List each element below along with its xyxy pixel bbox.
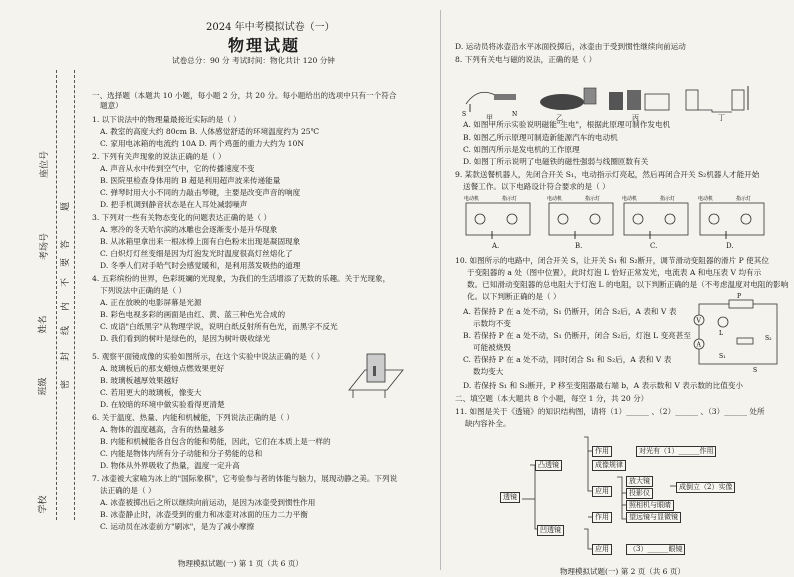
question-text-line: D. 如图丁所示说明了电磁铁的磁性强弱与线圈匝数有关 bbox=[463, 157, 649, 166]
question-text-line: C. 若用更大的玻璃板，像变大 bbox=[100, 388, 202, 397]
mirror-experiment-figure bbox=[345, 352, 405, 402]
q10-circuit-figure bbox=[693, 293, 783, 374]
question-text-line: 9. 某款送餐机器人，先闭合开关 S₁，电动指示灯亮起，然后再闭合开关 S₂机器人才能开始 bbox=[455, 170, 760, 179]
question-text-line: C. 成语"白纸黑字"从物理学说，说明白纸反射所有色光，而黑字不反光 bbox=[100, 322, 338, 331]
circuit-diagram bbox=[545, 195, 617, 240]
em-label-bing: 丙 bbox=[632, 114, 639, 122]
binding-sidebar bbox=[0, 0, 85, 577]
seal-char: 内 bbox=[61, 301, 72, 312]
question-text-line: 6. 关于温度、热量、内能和机械能，下列说法正确的是（ ） bbox=[92, 413, 294, 422]
question-text-line: A. 若保持 P 在 a 处不动，S₁ 仍断开，闭合 S₂后，A 表和 V 表 bbox=[463, 307, 677, 316]
circuit-diagram bbox=[696, 195, 768, 240]
left-footer: 物理模拟试题(一) 第 1 页（共 6 页） bbox=[178, 559, 303, 568]
map-convex-apps: 应用 bbox=[592, 486, 612, 497]
em-label-ding: 丁 bbox=[718, 114, 725, 122]
map-app-magnifier: 放大镜 bbox=[626, 476, 653, 487]
question-text-line: A. 正在放映的电影屏幕是光源 bbox=[100, 298, 202, 307]
question-text-line: 于变阻器的 a 处（图中位置），此时灯泡 L 恰好正常发光，电流表 A 和电压表 V 均有示 bbox=[467, 268, 762, 277]
question-text-line: 法正确的是（ ） bbox=[100, 486, 156, 495]
circuit-option-label: B. bbox=[575, 242, 583, 250]
svg-text:P: P bbox=[737, 293, 742, 300]
map-app-note: 成倒立（2）实像 bbox=[676, 482, 735, 493]
question-text-line: C. 白炽灯灯丝变细是因为灯泡发光时温度很高灯丝熔化了 bbox=[100, 249, 293, 258]
question-text-line: 下列说法中正确的是（ ） bbox=[100, 286, 186, 295]
question-text-line: D. 物体从外界吸收了热量，温度一定升高 bbox=[100, 461, 240, 470]
seal-char: 封 bbox=[61, 351, 72, 362]
class-label: 班级 bbox=[38, 377, 49, 396]
name-label: 姓名 bbox=[38, 315, 49, 334]
question-text-line: C. 运动员在冰壶前方"刷冰"，是为了减小摩擦 bbox=[100, 522, 255, 531]
question-text-line: 2. 下列有关声现象的说法正确的是（ ） bbox=[92, 152, 226, 161]
question-text-line: 10. 如图所示的电路中，闭合开关 S，让开关 S₁ 和 S₂断开，调节滑动变阻器的滑片 P 使其位 bbox=[455, 256, 769, 265]
circuit-option-label: A. bbox=[492, 242, 500, 250]
circuit-motor-label: 电动机 bbox=[464, 196, 480, 202]
question-text-line: 7. 冰壶被大家喻为冰上的"国际象棋"，它考验参与者的体能与脑力，展现动静之美。下列说 bbox=[92, 474, 398, 483]
circuit-motor-label: 电动机 bbox=[547, 196, 563, 202]
question-text-line: B. 若保持 P 在 a 处不动，S₁ 仍断开，闭合 S₂后，灯泡 L 变亮甚至 bbox=[463, 331, 691, 340]
seal-char: 线 bbox=[61, 325, 72, 336]
seal-char: 密 bbox=[61, 379, 72, 390]
seal-char: 要 bbox=[61, 257, 72, 268]
question-text-line: A. 声音从水中传到空气中，它的传播速度不变 bbox=[100, 164, 255, 173]
question-text-line: 1. 以下说法中的物理量最接近实际的是（ ） bbox=[92, 115, 241, 124]
question-text-line: D. 冬季人们对手哈气时会感觉暖和，是利用蒸发吸热的道理 bbox=[100, 261, 301, 270]
svg-text:S₂: S₂ bbox=[765, 335, 772, 342]
question-text-line: C. 若保持 P 在 a 处不动，同时闭合 S₁ 和 S₂后，A 表和 V 表 bbox=[463, 355, 672, 364]
circuit-lamp-label: 指示灯 bbox=[502, 196, 518, 202]
question-text-line: A. 物体的温度越高，含有的热量越多 bbox=[100, 425, 225, 434]
question-text-line: 二、填空题（本大题共 8 个小题，每空 1 分，共 20 分） bbox=[455, 394, 649, 403]
circuit-motor-label: 电动机 bbox=[622, 196, 638, 202]
map-convex-imaging: 成像规律 bbox=[592, 460, 626, 471]
question-text-line: 可能被烧毁 bbox=[473, 343, 511, 352]
question-text-line: B. 玻璃板越厚效果越好 bbox=[100, 376, 179, 385]
question-text-line: A. 冰壶被掷出后之所以继续向前运动，是因为冰壶受到惯性作用 bbox=[100, 498, 316, 507]
map-concave-action-label: 作用 bbox=[592, 512, 612, 523]
svg-text:S₁: S₁ bbox=[719, 353, 726, 360]
question-text-line: D. 在较暗的环境中做实验看得更清楚 bbox=[100, 400, 225, 409]
question-text-line: B. 内能和机械能各自包含的能和势能，因此，它们在本质上是一样的 bbox=[100, 437, 331, 446]
map-concave: 凹透镜 bbox=[537, 525, 564, 536]
svg-text:S: S bbox=[753, 367, 758, 374]
question-text-line: B. 彩色电视多彩的画面是由红、黄、蓝三种色光合成的 bbox=[100, 310, 286, 319]
question-text-line: B. 医院里检查身体用的 B 超是利用超声波来传递能量 bbox=[100, 176, 281, 185]
right-footer: 物理模拟试题(一) 第 2 页（共 6 页） bbox=[560, 567, 685, 576]
em-figure-yi bbox=[532, 82, 602, 117]
circuit-lamp-label: 指示灯 bbox=[736, 196, 752, 202]
svg-text:V: V bbox=[696, 317, 701, 325]
question-text-line: 一、选择题（本题共 10 小题，每小题 2 分，共 20 分。每小题给出的选项中只有一个符合 bbox=[92, 91, 397, 100]
seal-line bbox=[56, 70, 57, 520]
exam-no-label: 考场号 bbox=[40, 232, 51, 261]
question-text-line: D. 运动员将冰壶沿水平冰面投掷后，冰壶由于受到惯性继续向前运动 bbox=[455, 42, 686, 51]
em-figure-ding bbox=[682, 82, 762, 117]
question-text-line: 4. 五彩缤纷的世界，色彩斑斓的光现象，为我们的生活增添了无数的乐趣。关于光现象， bbox=[92, 274, 391, 283]
seat-no-label: 座位号 bbox=[40, 150, 51, 179]
svg-text:N: N bbox=[512, 111, 518, 118]
question-text-line: D. 把手机调到静音状态是在人耳处减弱噪声 bbox=[100, 200, 248, 209]
question-text-line: C. 家用电冰箱的电流约 10A D. 两个鸡蛋的重力大约为 10N bbox=[100, 139, 304, 148]
question-text-line: 5. 观察平面镜成像的实验如图所示，在这个实验中说法正确的是（ ） bbox=[92, 352, 325, 361]
seal-char: 不 bbox=[61, 277, 72, 288]
map-concave-apps: 应用 bbox=[592, 544, 612, 555]
em-figure-bing bbox=[605, 82, 675, 117]
question-text-line: B. 冰壶静止时，冰壶受到的重力和冰壶对冰面的压力二力平衡 bbox=[100, 510, 308, 519]
score-info: 试卷总分：90 分 考试时间：物化共计 120 分钟 bbox=[172, 56, 335, 65]
circuit-diagram bbox=[620, 195, 692, 240]
circuit-motor-label: 电动机 bbox=[698, 196, 714, 202]
em-figure-jia bbox=[460, 82, 530, 117]
svg-text:L: L bbox=[719, 330, 723, 337]
question-text-line: A. 玻璃板后的那支蜡烛点燃效果更好 bbox=[100, 364, 225, 373]
em-label-jia: 甲 bbox=[486, 114, 493, 122]
circuit-lamp-label: 指示灯 bbox=[660, 196, 676, 202]
map-convex-action-label: 作用 bbox=[592, 446, 612, 457]
question-text-line: 数均变大 bbox=[473, 367, 504, 376]
seal-line-inner bbox=[74, 70, 75, 520]
question-text-line: C. 内能是物体内所有分子动能和分子势能的总和 bbox=[100, 449, 263, 458]
question-text-line: 数。已知滑动变阻器的总电阻大于灯泡 L 的电阻，以下判断正确的是（不考虑温度对电阻的影响 bbox=[467, 280, 789, 289]
svg-text:A: A bbox=[696, 341, 701, 349]
question-text-line: 8. 下列有关电与磁的说法，正确的是（ ） bbox=[455, 55, 597, 64]
question-text-line: 示数均不变 bbox=[473, 319, 511, 328]
question-text-line: A. 教室的高度大约 80cm B. 人体感觉舒适的环境温度约为 25℃ bbox=[100, 127, 320, 136]
question-text-line: 11. 如图是关于《透镜》的知识结构图，请将（1）______ 、（2）______ 、（3）______ 处所 bbox=[455, 407, 765, 416]
seal-char: 答 bbox=[61, 239, 72, 250]
question-text-line: D. 我们看到的树叶是绿色的，是因为树叶吸收绿光 bbox=[100, 334, 271, 343]
question-text-line: 化。以下判断正确的是（ ） bbox=[467, 292, 561, 301]
map-root: 透镜 bbox=[500, 492, 520, 503]
question-text-line: 题意） bbox=[100, 101, 123, 110]
page-divider bbox=[440, 10, 441, 570]
map-app-projector: 投影仪 bbox=[626, 488, 653, 499]
subject-title: 物理试题 bbox=[228, 36, 301, 55]
seal-char: 题 bbox=[61, 201, 72, 212]
em-label-yi: 乙 bbox=[556, 114, 563, 122]
svg-text:S: S bbox=[462, 111, 467, 118]
question-text-line: C. 如图丙所示是发电机的工作原理 bbox=[463, 145, 580, 154]
question-text-line: D. 若保持 S₁ 和 S₂断开，P 移至变阻器最右端 b，A 表示数和 V 表示数的比值变小 bbox=[463, 381, 744, 390]
question-text-line: 送餐工作。以下电路设计符合要求的是（ ） bbox=[463, 182, 610, 191]
question-text-line: 3. 下列对一些有关物态变化的问题表达正确的是（ ） bbox=[92, 213, 272, 222]
question-text-line: A. 如图甲所示实验说明磁能"生电"，根据此原理可制作发电机 bbox=[463, 120, 671, 129]
question-text-line: C. 弹琴时用大小不同的力敲击琴键，主要是改变声音的响度 bbox=[100, 188, 301, 197]
exam-title: 2024 年中考模拟试卷（一） bbox=[206, 22, 335, 33]
question-text-line: A. 寒冷的冬天哈尔滨的冰雕也会逐渐变小是升华现象 bbox=[100, 225, 278, 234]
map-convex-action: 对光有（1）______作用 bbox=[636, 446, 716, 457]
question-text-line: 缺内容补全。 bbox=[465, 419, 511, 428]
school-label: 学校 bbox=[38, 495, 49, 514]
circuit-option-label: C. bbox=[650, 242, 658, 250]
map-convex: 凸透镜 bbox=[535, 460, 562, 471]
map-app-telescope: 望远镜与显微镜 bbox=[626, 512, 681, 523]
circuit-diagram bbox=[462, 195, 534, 240]
map-concave-app: （3）______眼镜 bbox=[626, 544, 685, 555]
question-text-line: B. 如图乙所示原理可制造新能源汽车的电动机 bbox=[463, 133, 618, 142]
question-text-line: B. 从冰箱里拿出来一根冰棒上面有白色粉末出现是凝固现象 bbox=[100, 237, 301, 246]
circuit-option-label: D. bbox=[726, 242, 734, 250]
map-app-camera: 照相机与眼睛 bbox=[626, 500, 674, 511]
circuit-lamp-label: 指示灯 bbox=[585, 196, 601, 202]
